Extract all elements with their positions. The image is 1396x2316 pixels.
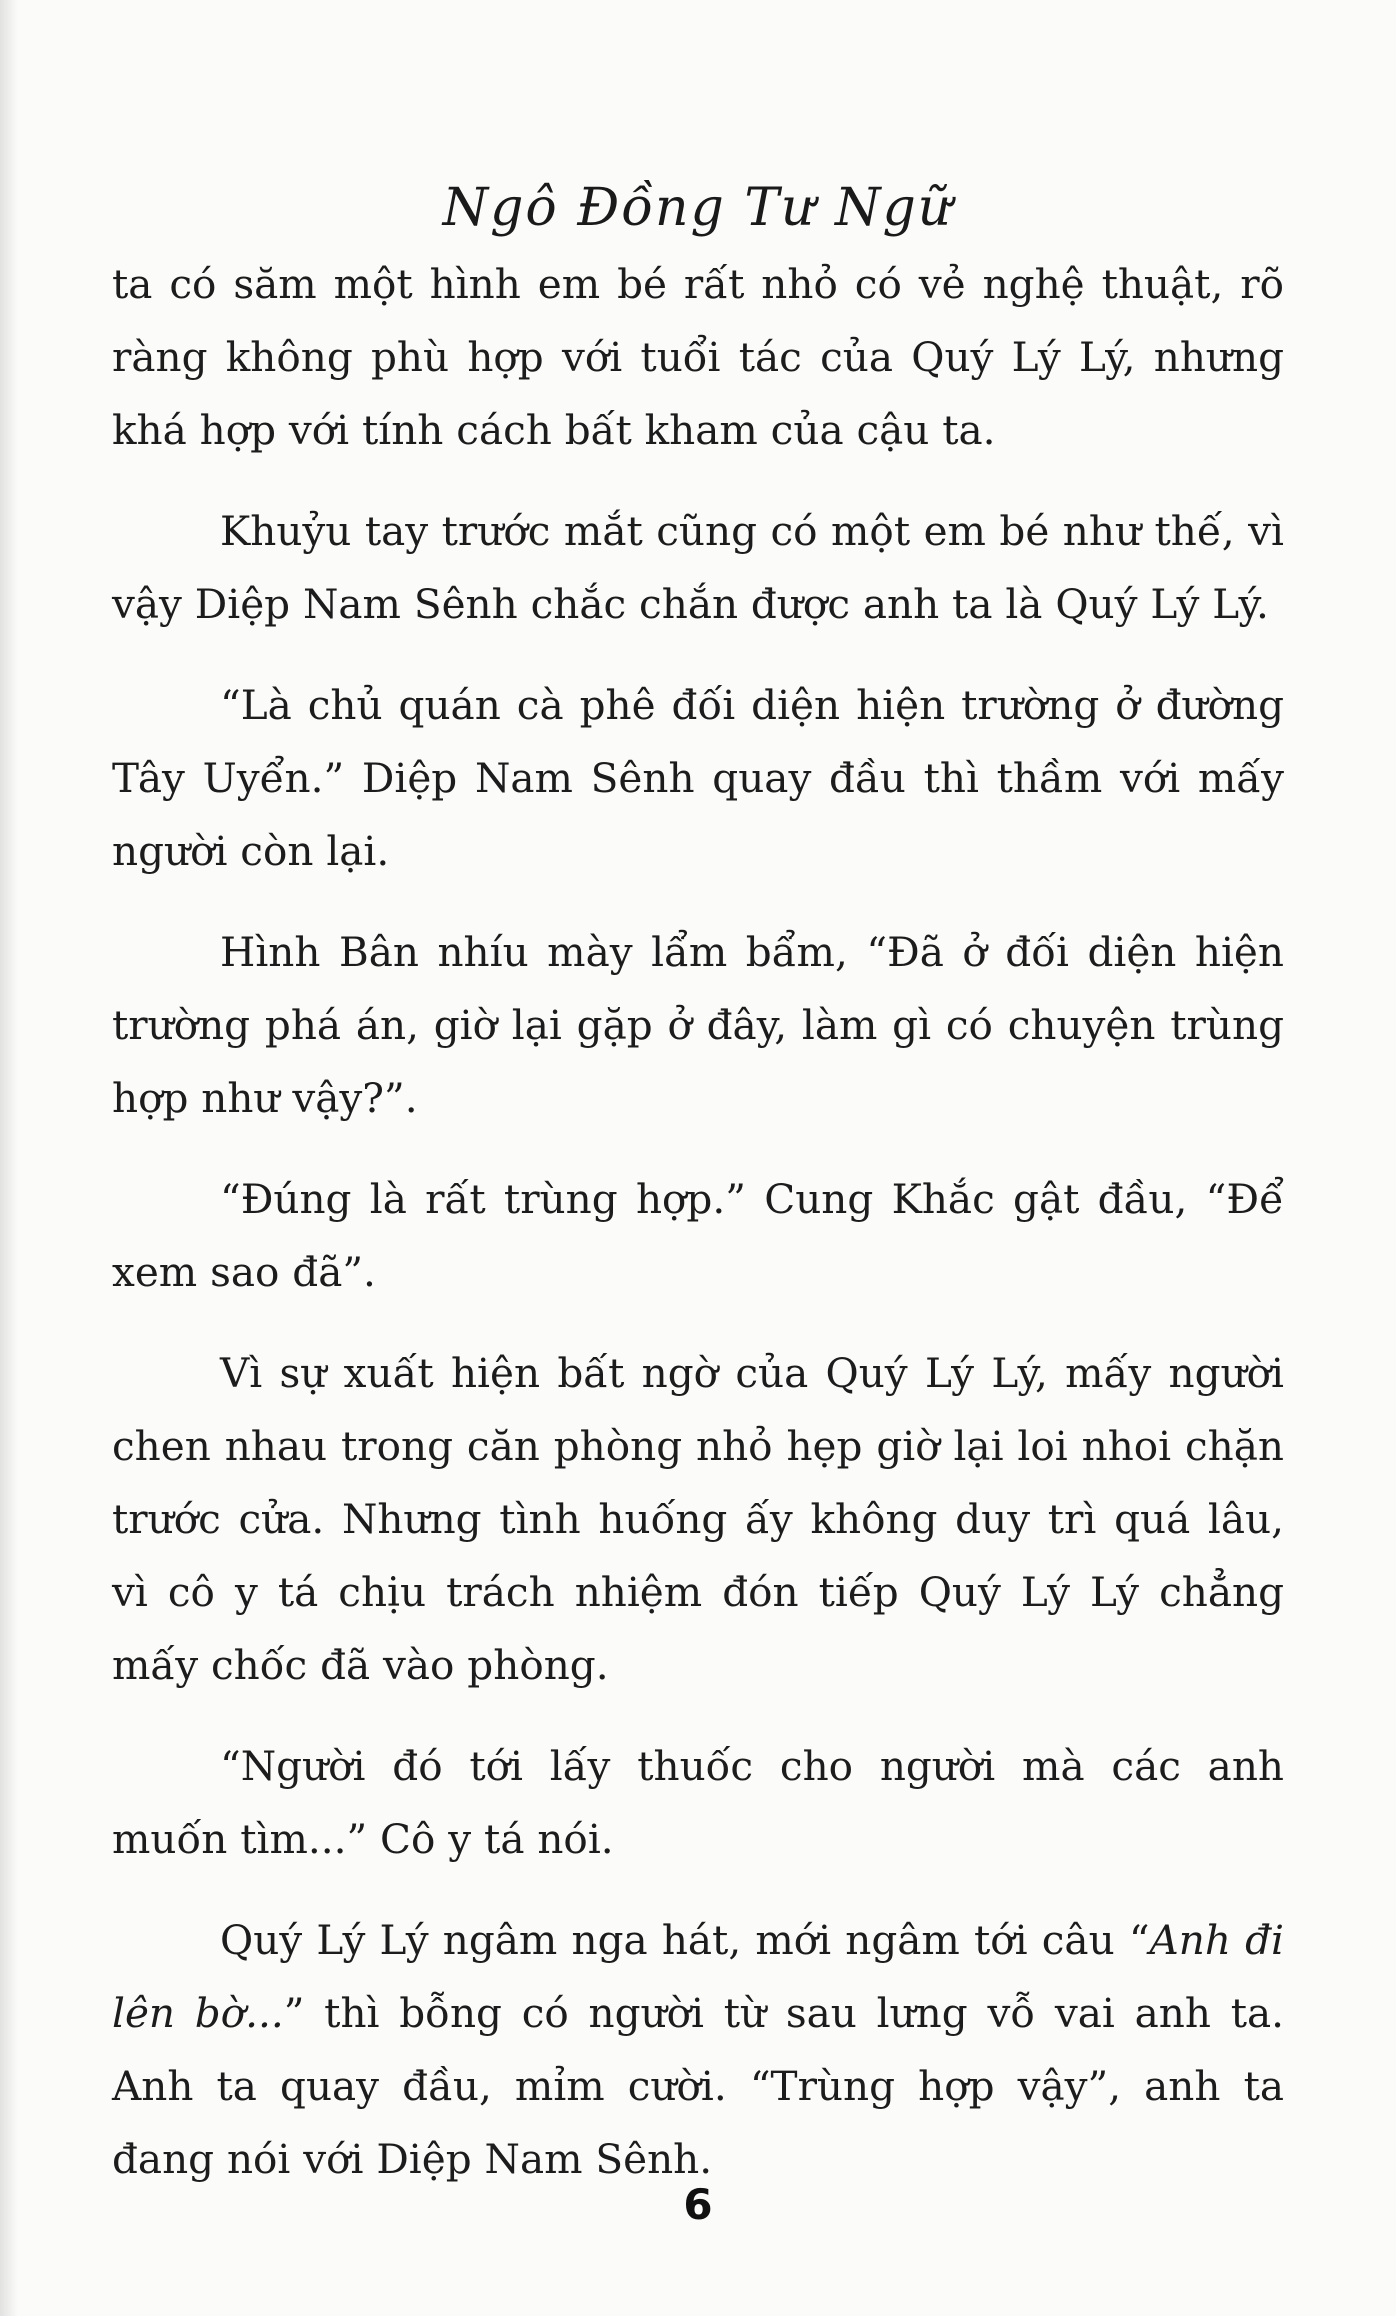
paragraph-5: “Đúng là rất trùng hợp.” Cung Khắc gật đầu, “Để xem sao đã”.: [112, 1175, 1284, 1296]
paragraph-8-after: ” thì bỗng có người từ sau lưng vỗ vai anh ta. Anh ta quay đầu, mỉm cười. “Trùng hợp vậy”, anh ta đang nói với Diệp Nam Sênh.: [112, 1989, 1284, 2183]
paragraph-4: Hình Bân nhíu mày lẩm bẩm, “Đã ở đối diện hiện trường phá án, giờ lại gặp ở đây, làm gì có chuyện trùng hợp như vậy?”.: [112, 928, 1284, 1122]
paragraph-3: “Là chủ quán cà phê đối diện hiện trường ở đường Tây Uyển.” Diệp Nam Sênh quay đầu thì thầm với mấy người còn lại.: [112, 681, 1284, 875]
song-lyric-emphasis: Anh đi lên bờ...: [112, 1916, 1285, 2037]
page-edge-shadow: [0, 0, 18, 2316]
body-text: [112, 248, 1284, 2224]
running-header: Ngô Đồng Tư Ngữ: [442, 178, 954, 238]
paragraph-6: Vì sự xuất hiện bất ngờ của Quý Lý Lý, mấy người chen nhau trong căn phòng nhỏ hẹp giờ lại loi nhoi chặn trước cửa. Nhưng tình huống ấy không duy trì quá lâu, vì cô y tá chịu trách nhiệm đón tiếp Quý Lý Lý chẳng mấy chốc đã vào phòng.: [112, 1349, 1284, 1689]
paragraph-7: “Người đó tới lấy thuốc cho người mà các anh muốn tìm...” Cô y tá nói.: [112, 1742, 1284, 1863]
paragraph-1: ta có săm một hình em bé rất nhỏ có vẻ nghệ thuật, rõ ràng không phù hợp với tuổi tác của Quý Lý Lý, nhưng khá hợp với tính cách bất kham của cậu ta.: [112, 260, 1284, 454]
page-number: 6: [683, 2180, 713, 2229]
paragraph-8: [112, 1904, 1284, 2196]
paragraph-8-before: Quý Lý Lý ngâm nga hát, mới ngâm tới câu “: [220, 1916, 1150, 1964]
paragraph-2: Khuỷu tay trước mắt cũng có một em bé như thế, vì vậy Diệp Nam Sênh chắc chắn được anh ta là Quý Lý Lý.: [112, 507, 1284, 628]
